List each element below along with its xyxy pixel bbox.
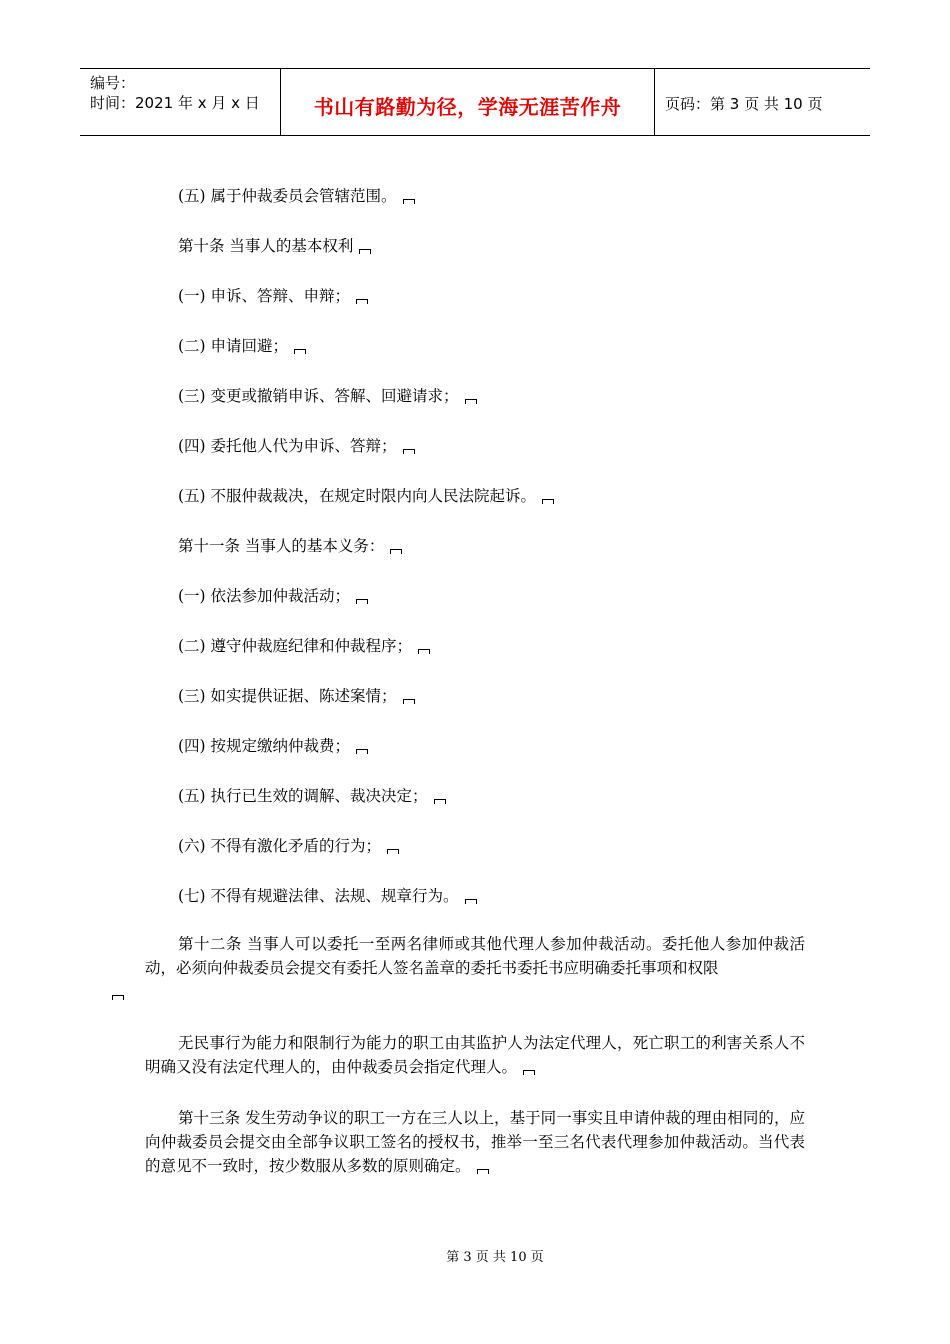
text-line: (四) 委托他人代为申诉、答辩； (178, 435, 415, 457)
paragraph-mark-icon (403, 449, 415, 454)
paragraph-mark-icon (359, 249, 371, 254)
paragraph-mark-icon (356, 299, 368, 304)
paragraph-mark-icon (523, 1070, 535, 1075)
article-heading: 第十一条 当事人的基本义务： (178, 535, 402, 557)
paragraph-mark-icon (390, 549, 402, 554)
paragraph: 无民事行为能力和限制行为能力的职工由其监护人为法定代理人，死亡职工的利害关系人不明确又没有法定代理人的，由仲裁委员会指定代理人。 (145, 1034, 805, 1076)
paragraph-mark-icon (465, 899, 477, 904)
paragraph-mark-icon (112, 995, 124, 1000)
paragraph-mark-icon (403, 699, 415, 704)
paragraph-mark-icon (294, 349, 306, 354)
text-line: (二) 遵守仲裁庭纪律和仲裁程序； (178, 635, 430, 657)
header-meta (80, 69, 281, 135)
text-line: (四) 按规定缴纳仲裁费； (178, 735, 368, 757)
paragraph-mark-icon (356, 749, 368, 754)
header-motto: 书山有路勤为径，学海无涯苦作舟 (281, 69, 655, 135)
paragraph-mark-icon (403, 199, 415, 204)
document-date: 时间：2021 年 x 月 x 日 (90, 94, 260, 112)
paragraph-mark-icon (477, 1169, 489, 1174)
header-page-number: 页码：第 3 页 共 10 页 (665, 94, 823, 113)
text-line: (五) 执行已生效的调解、裁决决定； (178, 785, 446, 807)
text-line: (三) 如实提供证据、陈述案情； (178, 685, 415, 707)
paragraph-mark-icon (434, 799, 446, 804)
text-line: (六) 不得有激化矛盾的行为； (178, 835, 399, 857)
text-line: (五) 不服仲裁裁决，在规定时限内向人民法院起诉。 (178, 485, 554, 507)
paragraph-mark-icon (465, 399, 477, 404)
paragraph: 第十二条 当事人可以委托一至两名律师或其他代理人参加仲裁活动。委托他人参加仲裁活动，必须向仲裁委员会提交有委托人签名盖章的委托书委托书应明确委托事项和权限 (145, 932, 805, 1004)
text-line: (五) 属于仲裁委员会管辖范围。 (178, 185, 415, 207)
paragraph-mark-icon (387, 849, 399, 854)
paragraph-mark-icon (542, 499, 554, 504)
text-line: (七) 不得有规避法律、法规、规章行为。 (178, 885, 477, 907)
text-line: (一) 依法参加仲裁活动； (178, 585, 368, 607)
text-line: (一) 申诉、答辩、申辩； (178, 285, 368, 307)
page-footer: 第 3 页 共 10 页 (446, 1250, 544, 1265)
text-line: (二) 申请回避； (178, 335, 306, 357)
paragraph-mark-icon (356, 599, 368, 604)
text-line: (三) 变更或撤销申诉、答解、回避请求； (178, 385, 477, 407)
document-number: 编号： (90, 74, 136, 92)
page-header (80, 68, 870, 136)
article-heading: 第十条 当事人的基本权利 (178, 235, 371, 257)
paragraph-mark-icon (418, 649, 430, 654)
paragraph: 第十三条 发生劳动争议的职工一方在三人以上，基于同一事实且申请仲裁的理由相同的，应向仲裁委员会提交由全部争议职工签名的授权书，推举一至三名代表代理参加仲裁活动。当代表的意见不一致时，按少数服从多数的原则确定。 (145, 1109, 805, 1175)
